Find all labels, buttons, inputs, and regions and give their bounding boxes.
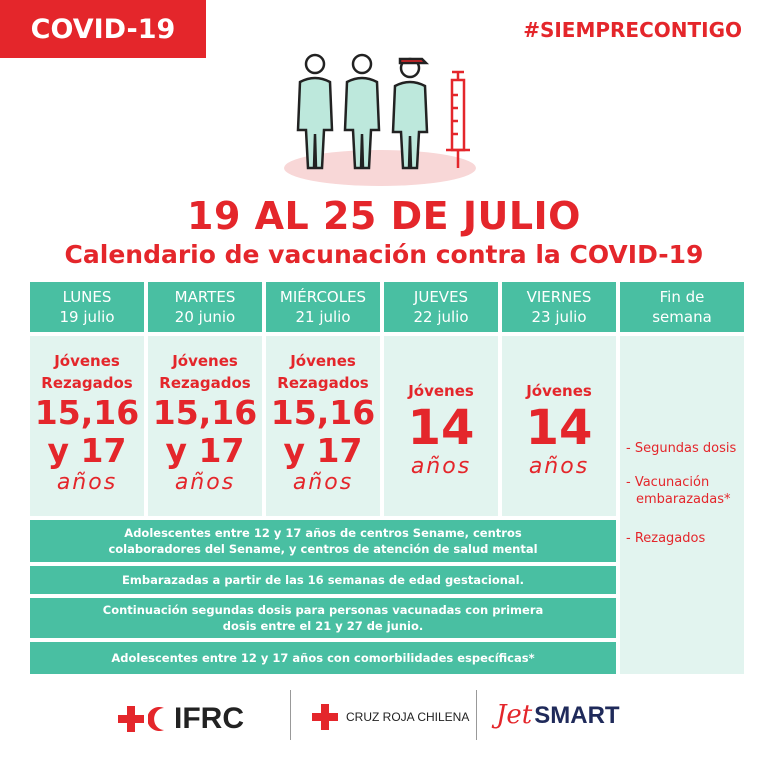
ages-value: 14 [407,400,475,456]
day-cell-monday [30,336,144,516]
day-column-tuesday [148,282,262,332]
syringe-icon [446,72,470,168]
group-label: Rezagados [277,374,369,392]
ages-value: y 17 [283,431,363,470]
day-name: VIERNES [526,288,592,306]
band-text: Embarazadas a partir de las 16 semanas de edad gestacional. [122,573,524,587]
ages-value: 15,16 [152,393,258,432]
day-date: 20 junio [174,308,236,326]
day-name: JUEVES [413,288,469,306]
ages-unit: años [528,454,590,479]
band-text: Continuación segundas dosis para personas vacunadas con primera [102,603,544,617]
covid-badge: COVID-19 [0,0,206,58]
day-cell-friday [502,336,616,516]
ages-value: 14 [525,400,593,456]
weekend-header-line: Fin de [659,288,705,306]
band-text: colaboradores del Sename, y centros de atención de salud mental [108,542,538,556]
group-label: Jóvenes [290,352,356,370]
day-header [30,282,144,332]
ages-unit: años [56,470,118,495]
day-cell-wednesday [266,336,380,516]
cruz-roja-text: CRUZ ROJA CHILENA [346,710,470,724]
ages-value: y 17 [165,431,245,470]
day-name: MARTES [174,288,236,306]
day-column-wednesday [266,282,380,332]
footer-logos [0,690,768,750]
weekend-header [620,282,744,332]
group-label: Rezagados [41,374,133,392]
cruz-roja-logo [312,704,469,730]
day-header [384,282,498,332]
date-range-title: 19 AL 25 DE JULIO [187,194,581,238]
schedule-band [30,566,616,594]
red-cross-icon [118,706,144,732]
weekend-item: embarazadas* [636,492,731,507]
vaccination-schedule-table [30,282,744,674]
ages-unit: años [410,454,472,479]
day-cell-tuesday [148,336,262,516]
schedule-band [30,642,616,674]
day-header [266,282,380,332]
weekend-cell [620,336,744,674]
day-name: MIÉRCOLES [279,288,367,306]
ages-value: 15,16 [34,393,140,432]
red-crescent-icon [148,706,170,732]
day-date: 22 julio [413,308,469,326]
day-cell-thursday [384,336,498,516]
ages-value: y 17 [47,431,127,470]
weekend-header-line: semana [652,308,712,326]
day-name: LUNES [62,288,112,306]
day-header [148,282,262,332]
hashtag: #SIEMPRECONTIGO [523,18,742,42]
person-icon-1 [298,55,332,168]
people-vaccine-illustration [280,50,490,190]
schedule-band [30,598,616,638]
group-label: Rezagados [159,374,251,392]
jet-text: Jet [496,700,533,730]
ages-unit: años [174,470,236,495]
day-date: 19 julio [59,308,115,326]
logo-divider [290,690,291,740]
ages-unit: años [292,470,354,495]
weekend-item: - Segundas dosis [626,441,737,456]
ages-value: 15,16 [270,393,376,432]
day-date: 21 julio [295,308,351,326]
calendar-subtitle: Calendario de vacunación contra la COVID-19 [64,240,704,269]
weekend-item: - Vacunación [626,475,710,490]
group-label: Jóvenes [172,352,238,370]
group-label: Jóvenes [54,352,120,370]
jetsmart-logo [496,700,620,730]
schedule-band [30,520,616,562]
day-column-thursday [384,282,498,332]
day-date: 23 julio [531,308,587,326]
day-column-monday [30,282,144,332]
smart-text: SMART [534,702,620,729]
ifrc-text: IFRC [174,702,244,735]
ifrc-logo [118,702,244,736]
logo-divider [476,690,477,740]
band-text: Adolescentes entre 12 y 17 años de centros Sename, centros [124,526,522,540]
red-cross-icon [312,704,338,730]
band-text: Adolescentes entre 12 y 17 años con comorbilidades específicas* [111,651,535,665]
group-label: Jóvenes [408,382,474,400]
band-text: dosis entre el 21 y 27 de junio. [222,619,424,633]
group-label: Jóvenes [526,382,592,400]
day-header [502,282,616,332]
day-column-friday [502,282,616,332]
weekend-item: - Rezagados [626,531,706,546]
